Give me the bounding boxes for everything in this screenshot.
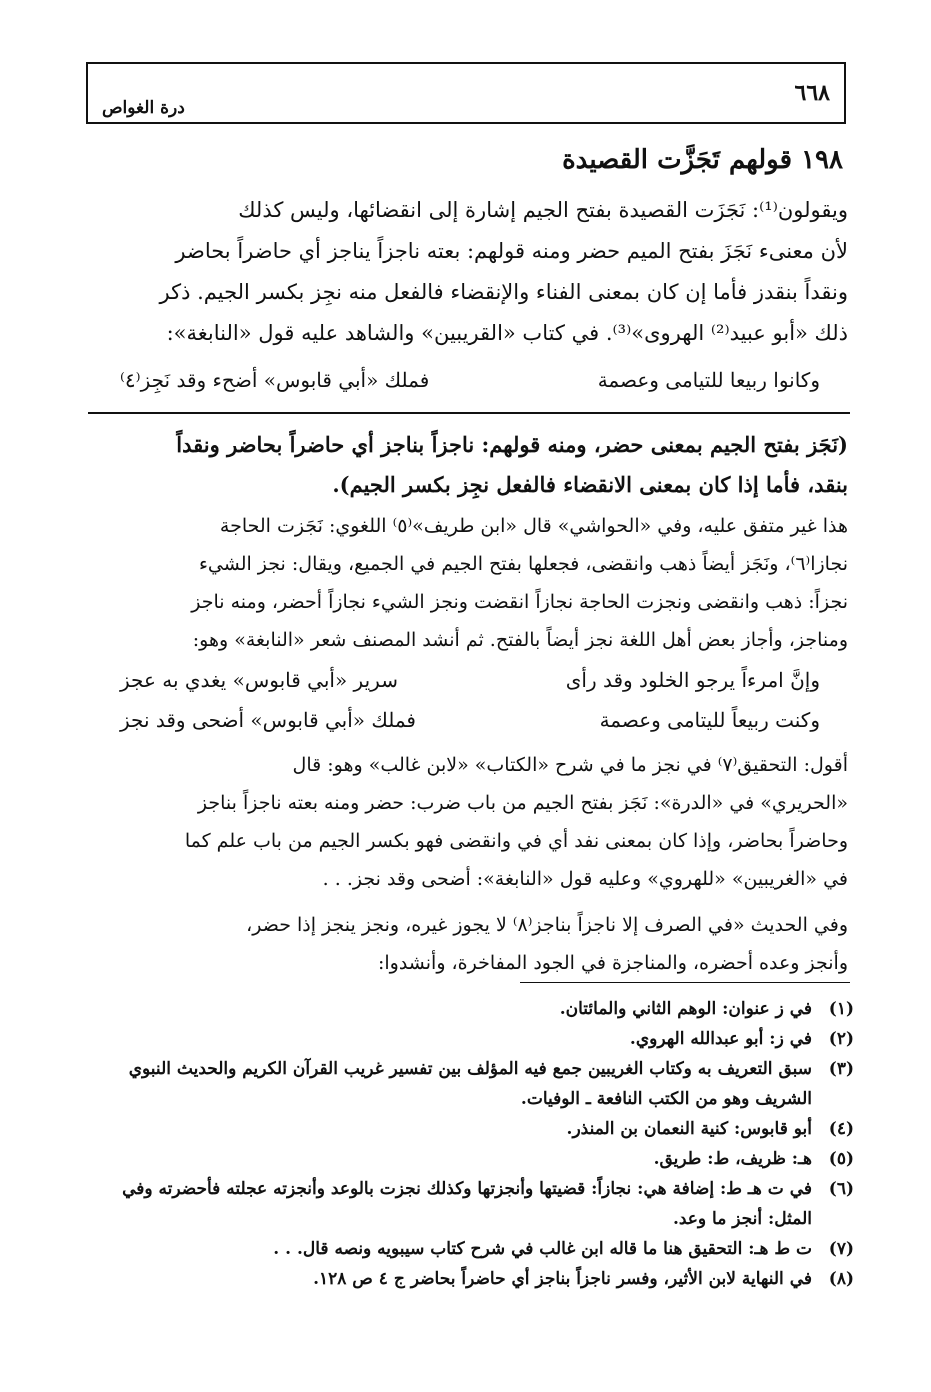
- verse-hemistich: سرير «أبي قابوس» يغدي به عجز: [120, 668, 398, 692]
- footnote-text: أبو قابوس: كنية النعمان بن المنذر.: [566, 1119, 812, 1139]
- footnote-text: سبق التعريف به وكتاب الغريبين جمع فيه المؤلف بين تفسير غريب القرآن الكريم والحديث النبوي الشريف وهو من الكتب النافعة ـ الوفيات.: [128, 1059, 812, 1109]
- verse-hemistich: فملك «أبي قابوس» أضحء وقد نَجِز⁽٤⁾: [120, 368, 430, 392]
- text-line: ومناجز، وأجاز بعض أهل اللغة نجز أيضاً بالفتح. ثم أنشد المصنف شعر «النابغة» وهو:: [192, 629, 848, 651]
- verse-hemistich: وكانوا ربيعا للتيامى وعصمة: [597, 368, 820, 392]
- text-line: ذلك «أبو عبيد⁽²⁾ الهروى»⁽³⁾. في كتاب «القريبين» والشاهد عليه قول «النابغة»:: [166, 321, 848, 345]
- footnote-text: في ت هـ ط: إضافة هي: نجازاً: قضيتها وأنجزتها وكذلك نجزت بالوعد وأنجزته عجلته فأحضرته وفي المثل: أنجز ما وعد.: [122, 1179, 812, 1229]
- verse-hemistich: وكنت ربيعاً لليتامى وعصمة: [599, 708, 820, 732]
- text-line: وفي الحديث «في الصرف إلا ناجزاً بناجز⁽٨⁾ لا يجوز غيره، ونجز ينجز إذا حضر،: [246, 914, 848, 936]
- book-title: درة الغواص: [102, 98, 185, 118]
- main-text: [84, 190, 848, 354]
- verse-hemistich: فملك «أبي قابوس» أضحى وقد نجز: [120, 708, 416, 732]
- text-line: هذا غير متفق عليه، وفي «الحواشي» قال «ابن طريف»⁽٥⁾ اللغوي: نَجَزت الحاجة: [219, 515, 848, 537]
- footnote-number: (٣): [828, 1059, 854, 1079]
- footnote: [84, 1144, 854, 1174]
- footnote: [84, 1174, 854, 1234]
- text-line: (نَجَز بفتح الجيم بمعنى حضر، ومنه قولهم: ناجزاً بناجز أي حاضراً بحاضر ونقداً: [176, 432, 848, 457]
- footnote-number: (١): [828, 999, 854, 1019]
- text-line: بنقد، فأما إذا كان بمعنى الانقضاء فالفعل نجِز بكسر الجيم).: [332, 472, 848, 497]
- divider-rule: [88, 412, 850, 414]
- footnote-rule: [520, 982, 850, 983]
- verse-line: [110, 668, 830, 702]
- text-line: في «الغريبين» «للهروي» وعليه قول «النابغة»: أضحى وقد نجز. . .: [322, 868, 848, 890]
- footnote-number: (٤): [828, 1119, 854, 1139]
- footnote: [84, 1024, 854, 1054]
- commentary-text: [84, 746, 848, 898]
- footnote-text: في النهاية لابن الأثير، وفسر ناجزاً بناجز أي حاضراً بحاضر ج ٤ ص ١٢٨.: [313, 1269, 812, 1289]
- verse-line: [110, 368, 830, 402]
- footnote-text: ت ط هـ: التحقيق هنا ما قاله ابن غالب في شرح كتاب سيبويه ونصه قال. . .: [273, 1239, 812, 1259]
- footnote: [84, 1234, 854, 1264]
- footnote-text: في ز عنوان: الوهم الثاني والمائتان.: [559, 999, 812, 1019]
- text-line: أقول: التحقيق⁽٧⁾ في نجز ما في شرح «الكتاب» «لابن غالب» وهو: قال: [292, 754, 848, 776]
- footnote: [84, 1054, 854, 1114]
- footnote-number: (٢): [828, 1029, 854, 1049]
- commentary-text: [84, 507, 848, 659]
- text-line: وحاضراً بحاضر، وإذا كان بمعنى نفد أي في وانقضى فهو بكسر الجيم من باب علم كما: [184, 830, 848, 852]
- commentary-text: [84, 906, 848, 982]
- footnote-number: (٧): [828, 1239, 854, 1259]
- footnote: [84, 1114, 854, 1144]
- footnote: [84, 1264, 854, 1294]
- text-line: نجزاً: ذهب وانقضى ونجزت الحاجة نجازاً انقضت ونجز الشيء نجازاً أحضر، ومنه ناجز: [191, 591, 848, 613]
- text-line: نجازا⁽٦⁾، ونَجَز أيضاً ذهب وانقضى، فجعلها بفتح الجيم في الجميع، ويقال: نجز الشيء: [198, 553, 848, 575]
- commentary-quote: [84, 425, 848, 505]
- text-line: ونقداً بنقدز فأما إن كان بمعنى الفناء والإنقضاء فالفعل منه نجِز بكسر الجيم. ذكر: [159, 280, 848, 304]
- section-title: ١٩٨ قولهم تَجَزَّت القصيدة: [562, 145, 843, 175]
- page-number: ٦٦٨: [794, 80, 830, 106]
- footnote-text: هـ: ظريف، ط: طريق.: [653, 1149, 812, 1169]
- text-line: «الحريري» في «الدرة»: نَجَز بفتح الجيم من باب ضرب: حضر ومنه بعته ناجزاً بناجز: [197, 792, 848, 814]
- footnote-number: (٥): [828, 1149, 854, 1169]
- footnotes: [84, 994, 854, 1294]
- footnote: [84, 994, 854, 1024]
- text-line: لأن معنىء نَجَزَ بفتح الميم حضر ومنه قولهم: بعته ناجزاً يناجز أي حاضراً بحاضر: [175, 239, 848, 263]
- text-line: وأنجز وعده أحضره، والمناجزة في الجود المفاخرة، وأنشدوا:: [377, 952, 848, 974]
- text-line: ويقولون⁽¹⁾: نَجَزَت القصيدة بفتح الجيم إشارة إلى انقضائها، وليس كذلك: [238, 198, 848, 222]
- footnote-number: (٨): [828, 1269, 854, 1289]
- page-header: [86, 62, 846, 124]
- footnote-text: في ز: أبو عبدالله الهروي.: [629, 1029, 812, 1049]
- verse-hemistich: وإنَّ امرءاً يرجو الخلود وقد رأى: [565, 668, 820, 692]
- footnote-number: (٦): [828, 1179, 854, 1199]
- verse-line: [110, 708, 830, 742]
